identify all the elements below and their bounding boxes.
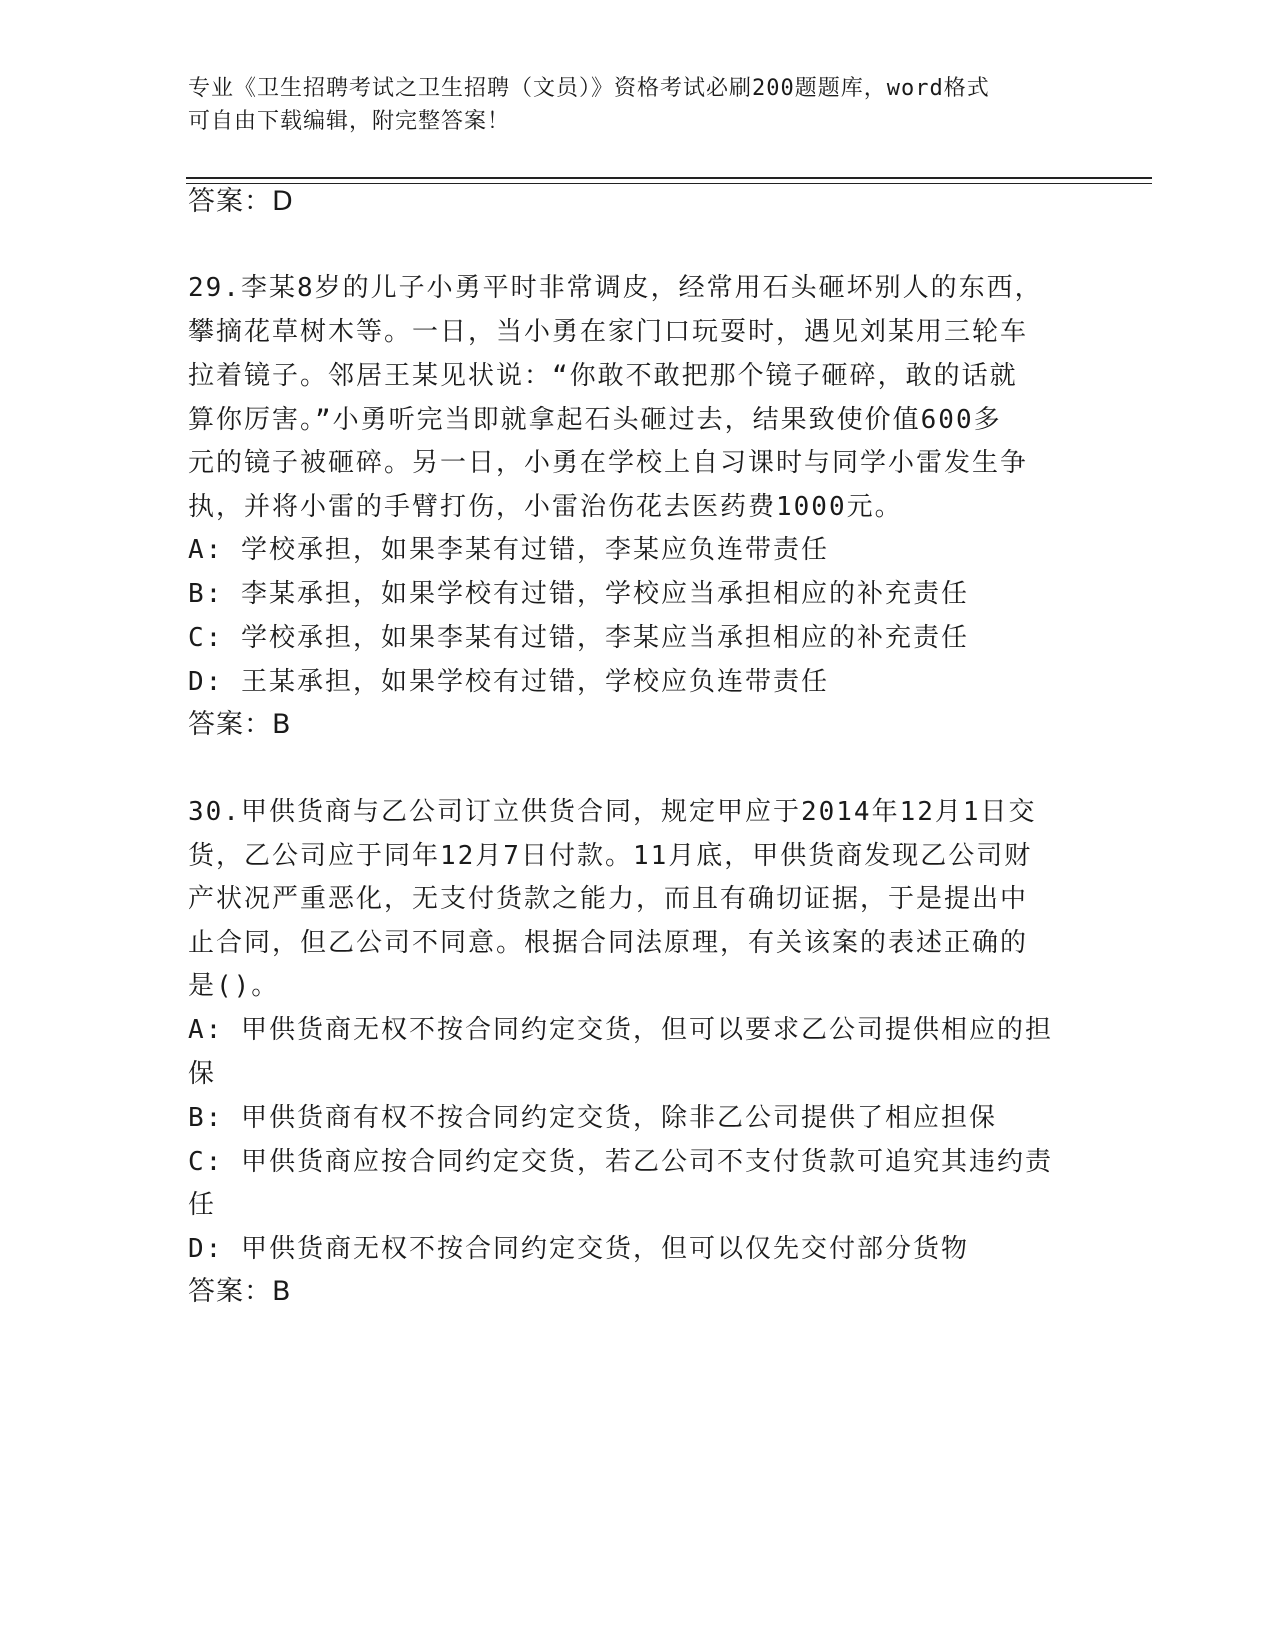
question-29-line-3: 拉着镜子。邻居王某见状说：“你敢不敢把那个镜子砸碎，敢的话就 — [188, 361, 1018, 391]
question-30-line-2: 货，乙公司应于同年12月7日付款。11月底，甲供货商发现乙公司财 — [188, 841, 1033, 871]
question-29-option-c: C: 学校承担，如果李某有过错，李某应当承担相应的补充责任 — [188, 623, 969, 653]
header-line-2: 可自由下载编辑，附完整答案！ — [188, 109, 511, 134]
question-29-line-5: 元的镜子被砸碎。另一日，小勇在学校上自习课时与同学小雷发生争 — [188, 448, 1029, 478]
question-30-line-1: 30.甲供货商与乙公司订立供货合同，规定甲应于2014年12月1日交 — [188, 797, 1037, 827]
question-29-line-6: 执，并将小雷的手臂打伤，小雷治伤花去医药费1000元。 — [188, 492, 903, 522]
header-line-1: 专业《卫生招聘考试之卫生招聘（文员）》资格考试必刷200题题库，word格式 — [188, 76, 990, 101]
previous-answer: 答案：D — [188, 186, 294, 217]
question-29-line-1: 29.李某8岁的儿子小勇平时非常调皮，经常用石头砸坏别人的东西， — [188, 273, 1043, 303]
question-29-line-2: 攀摘花草树木等。一日，当小勇在家门口玩耍时，遇见刘某用三轮车 — [188, 317, 1029, 347]
question-30-option-c: C: 甲供货商应按合同约定交货，若乙公司不支付货款可追究其违约责 — [188, 1147, 1053, 1177]
document-header — [188, 72, 1068, 138]
question-30-line-4: 止合同，但乙公司不同意。根据合同法原理，有关该案的表述正确的 — [188, 928, 1029, 958]
question-29-option-b: B: 李某承担，如果学校有过错，学校应当承担相应的补充责任 — [188, 579, 969, 609]
question-30-answer: 答案：B — [188, 1276, 292, 1307]
question-29-option-d: D: 王某承担，如果学校有过错，学校应负连带责任 — [188, 667, 829, 697]
question-30-option-a: A: 甲供货商无权不按合同约定交货，但可以要求乙公司提供相应的担 — [188, 1015, 1053, 1045]
question-30-option-a-cont: 保 — [188, 1059, 217, 1089]
question-30-option-c-cont: 任 — [188, 1190, 217, 1220]
header-divider-thick — [186, 177, 1152, 179]
question-30-line-5: 是()。 — [188, 971, 280, 1001]
header-divider-thin — [186, 183, 1152, 184]
question-29-line-4: 算你厉害。”小勇听完当即就拿起石头砸过去，结果致使价值600多 — [188, 405, 1002, 435]
question-30-option-d: D: 甲供货商无权不按合同约定交货，但可以仅先交付部分货物 — [188, 1234, 969, 1264]
question-29-option-a: A: 学校承担，如果李某有过错，李某应负连带责任 — [188, 535, 829, 565]
question-30-option-b: B: 甲供货商有权不按合同约定交货，除非乙公司提供了相应担保 — [188, 1103, 997, 1133]
question-30-line-3: 产状况严重恶化，无支付货款之能力，而且有确切证据，于是提出中 — [188, 884, 1029, 914]
question-29-answer: 答案：B — [188, 709, 292, 740]
